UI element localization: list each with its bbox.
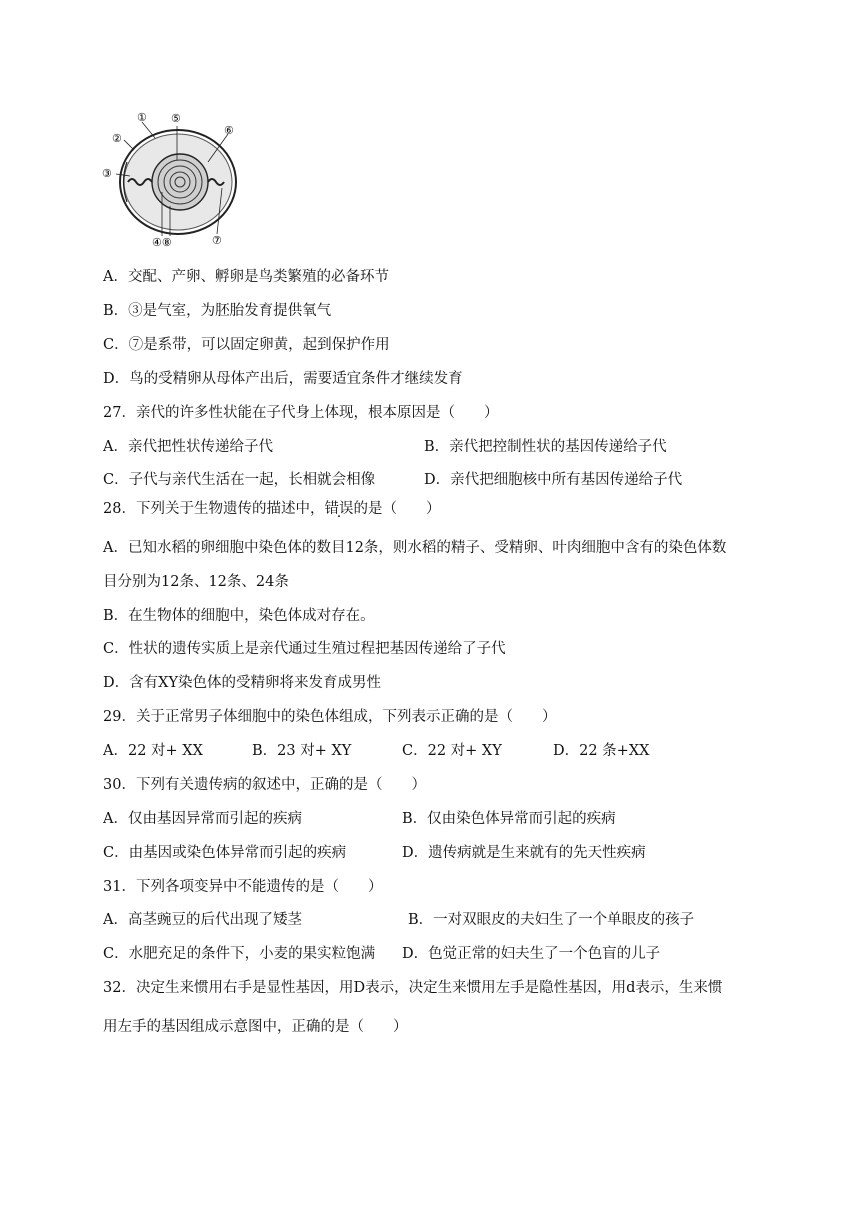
- q30-stem: 30．下列有关遗传病的叙述中，正确的是（ ）: [103, 777, 426, 793]
- q26-option-b: B．③是气室，为胚胎发育提供氧气: [103, 303, 332, 319]
- fig-label-5: ⑤: [171, 112, 181, 125]
- fig-label-7: ⑦: [212, 234, 222, 247]
- q28-option-b: B．在生物体的细胞中，染色体成对存在。: [103, 608, 375, 624]
- yolk-outer: [152, 154, 208, 210]
- q29-option-d: D．22 条+XX: [553, 743, 650, 759]
- q28-option-d: D．含有XY染色体的受精卵将来发育成男性: [103, 675, 382, 691]
- fig-label-3: ③: [102, 167, 112, 180]
- q29-option-c: C．22 对+ XY: [402, 743, 502, 759]
- q28-option-a-line1: A．已知水稻的卵细胞中染色体的数目12条，则水稻的精子、受精卵、叶肉细胞中含有的染色体数: [103, 540, 727, 556]
- q28-stem-emphasis: 错误: [324, 501, 354, 517]
- fig-label-6: ⑥: [224, 124, 234, 137]
- q31-stem: 31．下列各项变异中不能遗传的是（ ）: [103, 879, 383, 895]
- q28-option-a-line2: 目分别为12条、12条、24条: [103, 574, 289, 590]
- bird-egg-structure-figure: [100, 110, 250, 250]
- fig-label-1: ①: [137, 111, 147, 124]
- q29-option-a: A．22 对+ XX: [103, 743, 203, 759]
- q32-stem-line2: 用左手的基因组成示意图中，正确的是（ ）: [103, 1019, 408, 1035]
- q32-stem-line1: 32．决定生来惯用右手是显性基因，用D表示，决定生来惯用左手是隐性基因，用d表示，生来惯: [103, 980, 723, 996]
- q27-option-c: C．子代与亲代生活在一起，长相就会相像: [103, 472, 376, 488]
- q30-option-c: C．由基因或染色体异常而引起的疾病: [103, 845, 347, 861]
- q30-option-d: D．遗传病就是生来就有的先天性疾病: [402, 845, 646, 861]
- q31-option-b: B．一对双眼皮的夫妇生了一个单眼皮的孩子: [408, 912, 695, 928]
- q31-option-d: D．色觉正常的妇夫生了一个色盲的儿子: [402, 946, 661, 962]
- q29-option-b: B．23 对+ XY: [252, 743, 352, 759]
- fig-label-2: ②: [112, 132, 122, 145]
- q26-option-a: A．交配、产卵、孵卵是鸟类繁殖的必备环节: [103, 269, 389, 285]
- fig-label-48: ④⑧: [152, 236, 172, 249]
- q26-option-d: D．鸟的受精卵从母体产出后，需要适宜条件才继续发育: [103, 371, 463, 387]
- q27-option-a: A．亲代把性状传递给子代: [103, 439, 273, 455]
- q31-option-a: A．高茎豌豆的后代出现了矮茎: [103, 912, 302, 928]
- q29-stem: 29．关于正常男子体细胞中的染色体组成，下列表示正确的是（ ）: [103, 709, 557, 725]
- q27-option-b: B．亲代把控制性状的基因传递给子代: [424, 439, 667, 455]
- q28-stem: [103, 499, 440, 519]
- q28-stem-pre: 28．下列关于生物遗传的描述中，: [103, 501, 325, 517]
- q28-option-c: C．性状的遗传实质上是亲代通过生殖过程把基因传递给了子代: [103, 641, 506, 657]
- q27-stem: 27．亲代的许多性状能在子代身上体现，根本原因是（ ）: [103, 405, 499, 421]
- q27-option-d: D．亲代把细胞核中所有基因传递给子代: [424, 472, 683, 488]
- q26-option-c: C．⑦是系带，可以固定卵黄，起到保护作用: [103, 337, 390, 353]
- q30-option-b: B．仅由染色体异常而引起的疾病: [402, 811, 616, 827]
- q30-option-a: A．仅由基因异常而引起的疾病: [103, 811, 302, 827]
- q31-option-c: C．水肥充足的条件下，小麦的果实粒饱满: [103, 946, 376, 962]
- q28-stem-post: 的是（ ）: [353, 501, 441, 517]
